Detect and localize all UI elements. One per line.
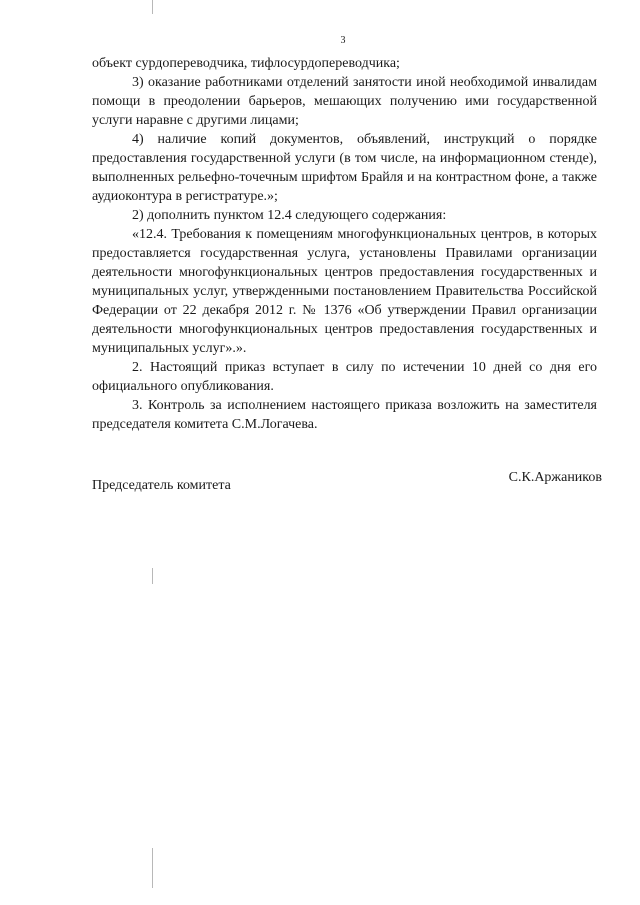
paragraph-item-4: 4) наличие копий документов, объявлений, инструкций о порядке предоставления государственной услуги (в том числе, на информационном стенде), выполненных рельефно-точечным шрифтом Брайля и на контрастном фоне, а также аудиоконтура в регистратуре.»; — [92, 132, 597, 204]
paragraph-item-3: 3) оказание работниками отделений занятости иной необходимой инвалидам помощи в преодолении барьеров, мешающих получению ими государственной услуги наравне с другими лицами; — [92, 75, 597, 128]
paragraph-amendment-2: 2) дополнить пунктом 12.4 следующего содержания: — [132, 208, 447, 223]
paragraph-12-4: «12.4. Требования к помещениям многофункциональных центров, в которых предоставляется государственная услуга, установлены Правилами организации деятельности многофункциональных центров предоставления государственных и муниципальных услуг, утвержденными постановлением Правительства Российской Федерации от 22 декабря 2012 г. № 1376 «Об утверждении Правил организации деятельности многофункциональных центров предоставления государственных и муниципальных услуг».». — [92, 227, 597, 356]
signature-block — [92, 470, 602, 494]
paragraph-effective-date: 2. Настоящий приказ вступает в силу по истечении 10 дней со дня его официального опубликования. — [92, 360, 597, 394]
paragraph-control: 3. Контроль за исполнением настоящего приказа возложить на заместителя председателя комитета С.М.Логачева. — [92, 398, 597, 432]
scan-margin-mark — [152, 0, 153, 14]
scan-margin-mark — [152, 848, 153, 888]
signatory-title: Председатель комитета — [92, 478, 231, 493]
paragraph-continuation: объект сурдопереводчика, тифлосурдопереводчика; — [92, 56, 400, 71]
scan-margin-mark — [152, 568, 153, 584]
document-body — [92, 54, 597, 434]
page-number: 3 — [340, 35, 346, 46]
signatory-name: С.К.Аржаников — [508, 470, 602, 485]
